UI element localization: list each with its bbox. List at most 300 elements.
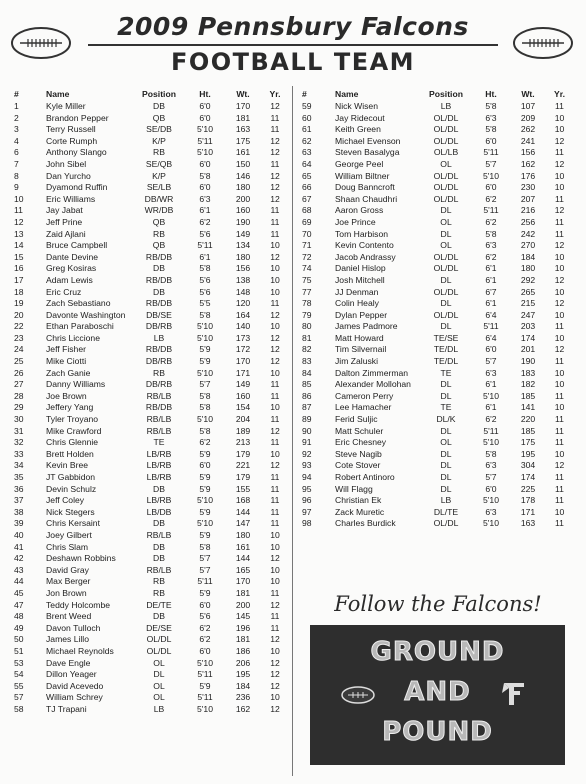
roster-row xyxy=(14,101,290,113)
player-weight: 179 xyxy=(235,448,251,459)
roster-row xyxy=(302,217,574,229)
player-weight: 140 xyxy=(235,321,251,332)
player-position: LB/RB xyxy=(146,495,172,506)
player-number: 77 xyxy=(302,286,312,297)
player-weight: 178 xyxy=(520,495,536,506)
player-height: 6'3 xyxy=(485,367,497,378)
player-number: 81 xyxy=(302,332,312,343)
player-number: 27 xyxy=(14,379,24,390)
player-weight: 183 xyxy=(520,367,536,378)
player-number: 80 xyxy=(302,321,312,332)
player-weight: 181 xyxy=(235,587,251,598)
roster-row xyxy=(14,356,290,368)
header-position: Position xyxy=(429,89,463,99)
player-year: 10 xyxy=(554,506,565,517)
roster-row xyxy=(14,194,290,206)
player-number: 87 xyxy=(302,402,312,413)
player-number: 59 xyxy=(302,101,312,111)
player-year: 10 xyxy=(270,321,280,332)
player-name: Brett Holden xyxy=(46,448,94,459)
roster-row xyxy=(14,704,290,716)
player-name: Davonte Washington xyxy=(46,309,126,320)
player-number: 79 xyxy=(302,309,312,320)
player-position: OL/DL xyxy=(433,170,459,181)
player-height: 5'8 xyxy=(199,390,211,401)
roster-row xyxy=(14,692,290,704)
header-height: Ht. xyxy=(485,89,497,99)
player-weight: 161 xyxy=(235,541,251,552)
player-name: Lee Hamacher xyxy=(335,402,392,413)
player-height: 5'8 xyxy=(199,425,211,436)
player-name: Jeff Coley xyxy=(46,495,85,506)
player-name: Steve Nagib xyxy=(335,448,382,459)
player-weight: 175 xyxy=(520,437,536,448)
player-weight: 160 xyxy=(235,390,251,401)
player-height: 6'0 xyxy=(199,182,211,193)
player-number: 4 xyxy=(14,135,19,146)
roster-row xyxy=(14,460,290,472)
player-position: LB/DB xyxy=(146,506,172,517)
roster-row xyxy=(302,344,574,356)
roster-table-left xyxy=(14,89,290,715)
player-number: 78 xyxy=(302,298,312,309)
player-name: Dalton Zimmerman xyxy=(335,367,409,378)
player-weight: 182 xyxy=(520,379,536,390)
player-weight: 225 xyxy=(520,483,536,494)
player-year: 11 xyxy=(555,356,564,367)
player-position: DL xyxy=(440,483,452,494)
player-year: 11 xyxy=(555,147,564,158)
roster-row xyxy=(14,565,290,577)
player-number: 51 xyxy=(14,645,24,656)
player-position: OL xyxy=(440,240,452,251)
player-weight: 163 xyxy=(520,518,536,529)
player-height: 5'8 xyxy=(199,541,211,552)
player-number: 40 xyxy=(14,529,24,540)
player-weight: 170 xyxy=(235,356,251,367)
player-name: Jay Jabat xyxy=(46,205,83,216)
player-number: 14 xyxy=(14,240,24,251)
player-position: DL xyxy=(440,448,452,459)
player-position: LB/RB xyxy=(146,460,172,471)
player-position: TE xyxy=(153,437,165,448)
player-height: 6'2 xyxy=(199,216,211,227)
player-weight: 236 xyxy=(235,692,251,703)
player-name: Christian Ek xyxy=(335,495,382,506)
player-year: 12 xyxy=(270,657,280,668)
player-position: OL/DL xyxy=(433,518,459,529)
player-number: 7 xyxy=(14,158,19,169)
roster-row xyxy=(14,553,290,565)
player-height: 5'9 xyxy=(199,472,211,482)
roster-row xyxy=(14,171,290,183)
roster-row xyxy=(14,275,290,287)
player-position: DB xyxy=(153,541,165,552)
player-position: DB xyxy=(153,101,165,111)
player-position: WR/DB xyxy=(144,205,174,216)
player-weight: 144 xyxy=(235,553,251,564)
player-number: 72 xyxy=(302,251,312,262)
player-weight: 196 xyxy=(235,622,251,633)
player-number: 20 xyxy=(14,309,24,320)
player-year: 10 xyxy=(270,564,280,575)
player-height: 5'10 xyxy=(197,147,213,158)
player-height: 6'3 xyxy=(199,193,211,204)
player-weight: 120 xyxy=(235,298,251,309)
player-weight: 206 xyxy=(235,657,251,668)
player-year: 12 xyxy=(270,344,280,355)
roster-header xyxy=(14,89,290,101)
player-position: OL/DL xyxy=(433,135,459,146)
player-year: 12 xyxy=(554,205,565,216)
player-year: 10 xyxy=(554,251,565,262)
roster-row xyxy=(14,344,290,356)
player-year: 11 xyxy=(555,193,564,204)
player-position: DB/SE xyxy=(146,309,172,320)
player-height: 5'8 xyxy=(199,263,211,274)
player-weight: 144 xyxy=(235,506,251,517)
player-name: James Lillo xyxy=(46,634,89,645)
player-name: Dylan Pepper xyxy=(335,309,388,320)
player-weight: 180 xyxy=(235,251,251,262)
player-weight: 147 xyxy=(235,518,251,529)
player-height: 5'11 xyxy=(197,135,213,146)
player-number: 83 xyxy=(302,356,312,367)
player-weight: 162 xyxy=(520,158,536,169)
player-number: 2 xyxy=(14,112,19,123)
player-position: K/P xyxy=(152,135,166,146)
player-number: 42 xyxy=(14,553,24,564)
player-weight: 149 xyxy=(235,379,251,390)
player-height: 6'0 xyxy=(485,344,497,355)
player-height: 5'10 xyxy=(197,367,213,378)
player-position: RB xyxy=(153,228,165,239)
roster-row xyxy=(302,333,574,345)
player-weight: 171 xyxy=(520,506,536,517)
player-name: Colin Healy xyxy=(335,298,379,309)
player-number: 95 xyxy=(302,483,312,494)
player-number: 61 xyxy=(302,124,312,135)
player-weight: 200 xyxy=(235,193,251,204)
player-year: 12 xyxy=(554,460,565,471)
player-year: 11 xyxy=(555,216,564,227)
player-name: Mike Crawford xyxy=(46,425,102,436)
player-number: 25 xyxy=(14,356,24,367)
player-position: RB/LB xyxy=(146,529,172,540)
player-year: 10 xyxy=(270,692,280,703)
player-number: 85 xyxy=(302,379,312,390)
player-number: 17 xyxy=(14,274,24,285)
player-year: 12 xyxy=(270,425,280,436)
player-weight: 150 xyxy=(235,158,251,169)
player-position: DL xyxy=(440,472,452,482)
roster-row xyxy=(14,136,290,148)
player-year: 12 xyxy=(270,101,280,111)
player-height: 5'8 xyxy=(485,448,497,459)
player-position: RB/DB xyxy=(145,402,173,413)
player-position: DB/RB xyxy=(145,379,173,390)
player-year: 12 xyxy=(270,599,280,610)
player-height: 6'0 xyxy=(199,101,211,111)
player-name: Max Berger xyxy=(46,576,91,587)
player-name: Anthony Slango xyxy=(46,147,107,158)
player-name: Chris Kersaint xyxy=(46,518,100,529)
player-position: OL xyxy=(153,657,165,668)
player-year: 11 xyxy=(555,483,564,494)
player-name: Jacob Andrassy xyxy=(335,251,396,262)
roster-table-right xyxy=(302,89,574,530)
roster-row xyxy=(302,460,574,472)
roster-row xyxy=(302,275,574,287)
player-height: 5'9 xyxy=(199,344,211,355)
player-name: Dante Devine xyxy=(46,251,99,262)
player-number: 30 xyxy=(14,414,24,425)
player-year: 11 xyxy=(270,506,280,517)
player-year: 11 xyxy=(270,205,280,216)
player-weight: 203 xyxy=(520,321,536,332)
player-number: 66 xyxy=(302,182,312,193)
player-weight: 184 xyxy=(235,680,251,691)
player-number: 19 xyxy=(14,298,24,309)
page-subtitle: FOOTBALL TEAM xyxy=(170,48,416,76)
player-number: 45 xyxy=(14,587,24,598)
player-height: 5'10 xyxy=(483,495,499,506)
player-height: 6'0 xyxy=(199,645,211,656)
player-position: DL/K xyxy=(436,414,456,425)
player-number: 33 xyxy=(14,448,24,459)
player-position: LB xyxy=(153,703,165,714)
player-number: 53 xyxy=(14,657,24,668)
player-weight: 216 xyxy=(520,205,536,216)
player-number: 24 xyxy=(14,344,24,355)
player-year: 12 xyxy=(270,680,280,691)
player-weight: 185 xyxy=(520,390,536,401)
player-position: OL/DL xyxy=(433,182,459,193)
player-height: 6'2 xyxy=(199,622,211,633)
player-position: DL xyxy=(440,390,452,401)
player-year: 11 xyxy=(270,379,280,390)
player-year: 12 xyxy=(554,274,565,285)
player-number: 71 xyxy=(302,240,312,251)
player-number: 28 xyxy=(14,390,24,401)
player-name: Steven Basalyga xyxy=(335,147,400,158)
player-year: 10 xyxy=(554,379,565,390)
player-position: DL xyxy=(440,205,452,216)
roster-row xyxy=(302,518,574,530)
roster-row xyxy=(14,124,290,136)
player-number: 89 xyxy=(302,414,312,425)
player-position: LB/RB xyxy=(146,472,172,482)
player-number: 64 xyxy=(302,158,312,169)
roster-row xyxy=(14,623,290,635)
player-position: DB/RB xyxy=(145,321,173,332)
player-weight: 221 xyxy=(235,460,251,471)
player-height: 6'1 xyxy=(199,251,211,262)
player-year: 10 xyxy=(554,448,565,459)
player-name: Cote Stover xyxy=(335,460,381,471)
roster-row xyxy=(14,414,290,426)
player-height: 5'10 xyxy=(483,518,499,529)
header-weight: Wt. xyxy=(236,89,250,99)
player-weight: 304 xyxy=(520,460,536,471)
ground-and-pound-banner xyxy=(310,625,565,765)
roster-row xyxy=(302,298,574,310)
roster-row xyxy=(302,484,574,496)
roster-row xyxy=(302,147,574,159)
roster-row xyxy=(14,646,290,658)
player-height: 5'11 xyxy=(197,669,213,680)
player-height: 6'0 xyxy=(485,182,497,193)
player-year: 11 xyxy=(270,622,280,633)
player-name: Michael Evenson xyxy=(335,135,401,146)
player-name: Brent Weed xyxy=(46,611,92,622)
player-name: Eric Williams xyxy=(46,193,96,204)
roster-row xyxy=(14,542,290,554)
player-name: Will Flagg xyxy=(335,483,373,494)
header-height: Ht. xyxy=(199,89,211,99)
player-position: LB xyxy=(153,332,165,343)
player-name: Teddy Holcombe xyxy=(46,599,111,610)
roster-row xyxy=(14,368,290,380)
player-position: OL xyxy=(153,692,165,703)
player-name: Kyle Miller xyxy=(46,101,86,111)
player-number: 86 xyxy=(302,390,312,401)
player-weight: 262 xyxy=(520,124,536,135)
player-year: 10 xyxy=(554,124,565,135)
player-height: 5'7 xyxy=(485,158,497,169)
player-year: 12 xyxy=(270,332,280,343)
roster-row xyxy=(302,368,574,380)
player-height: 5'9 xyxy=(199,506,211,517)
roster-row xyxy=(14,321,290,333)
player-height: 5'6 xyxy=(199,228,211,239)
player-year: 10 xyxy=(270,541,280,552)
roster-row xyxy=(302,287,574,299)
player-position: OL/DL xyxy=(433,309,459,320)
player-year: 10 xyxy=(270,263,280,274)
player-name: Ferid Suljic xyxy=(335,414,378,425)
header-name: Name xyxy=(335,89,359,99)
player-position: DL xyxy=(440,274,452,285)
player-height: 5'8 xyxy=(199,309,211,320)
player-position: DL xyxy=(153,669,165,680)
player-number: 12 xyxy=(14,216,24,227)
player-year: 11 xyxy=(270,414,280,425)
player-name: William Biltner xyxy=(335,170,390,181)
player-weight: 138 xyxy=(235,274,251,285)
player-position: DE/SE xyxy=(146,622,172,633)
roster-row xyxy=(14,402,290,414)
player-year: 11 xyxy=(555,495,564,506)
banner-line-2: AND xyxy=(404,677,471,707)
player-number: 70 xyxy=(302,228,312,239)
player-height: 5'11 xyxy=(483,205,499,216)
player-height: 5'8 xyxy=(199,402,211,413)
player-name: Kevin Bree xyxy=(46,460,89,471)
roster-row xyxy=(302,472,574,484)
player-position: DL xyxy=(440,379,452,390)
player-name: Cameron Perry xyxy=(335,390,394,401)
player-year: 12 xyxy=(554,158,565,169)
player-height: 5'10 xyxy=(197,124,213,135)
player-position: OL xyxy=(153,680,165,691)
player-height: 6'4 xyxy=(485,309,497,320)
player-weight: 185 xyxy=(520,425,536,436)
player-year: 12 xyxy=(270,251,280,262)
player-position: OL/LB xyxy=(433,147,459,158)
falcon-logo-icon xyxy=(500,679,528,709)
player-height: 5'8 xyxy=(485,228,497,239)
player-name: Davon Tulloch xyxy=(46,622,101,633)
player-position: OL xyxy=(440,158,452,169)
player-number: 10 xyxy=(14,193,24,204)
player-position: OL/DL xyxy=(433,193,459,204)
roster-row xyxy=(14,333,290,345)
player-number: 69 xyxy=(302,216,312,227)
player-weight: 172 xyxy=(235,344,251,355)
player-height: 6'2 xyxy=(199,634,211,645)
player-name: James Padmore xyxy=(335,321,398,332)
roster-row xyxy=(14,217,290,229)
player-weight: 165 xyxy=(235,564,251,575)
player-year: 10 xyxy=(554,309,565,320)
player-weight: 292 xyxy=(520,274,536,285)
player-weight: 155 xyxy=(235,483,251,494)
player-position: TE/SE xyxy=(433,332,459,343)
player-height: 5'10 xyxy=(197,495,213,506)
player-weight: 180 xyxy=(235,529,251,540)
player-height: 6'3 xyxy=(485,112,497,123)
player-year: 11 xyxy=(270,518,280,529)
roster-row xyxy=(14,449,290,461)
roster-rows-right xyxy=(302,101,574,530)
player-height: 6'3 xyxy=(485,460,497,471)
player-name: David Acevedo xyxy=(46,680,104,691)
player-number: 96 xyxy=(302,495,312,506)
player-weight: 141 xyxy=(520,402,536,413)
player-position: TE xyxy=(440,367,452,378)
roster-row xyxy=(14,379,290,391)
player-position: SE/DB xyxy=(146,124,172,135)
player-weight: 209 xyxy=(520,112,536,123)
player-weight: 146 xyxy=(235,170,251,181)
player-name: David Gray xyxy=(46,564,89,575)
player-number: 98 xyxy=(302,518,312,529)
player-height: 5'10 xyxy=(197,657,213,668)
player-number: 63 xyxy=(302,147,312,158)
player-weight: 175 xyxy=(235,135,251,146)
player-year: 12 xyxy=(554,344,565,355)
player-year: 11 xyxy=(270,216,280,227)
player-name: Brandon Pepper xyxy=(46,112,109,123)
player-weight: 107 xyxy=(520,101,536,111)
roster-row xyxy=(302,310,574,322)
player-height: 5'9 xyxy=(199,483,211,494)
player-name: Chris Slam xyxy=(46,541,89,552)
player-height: 6'0 xyxy=(199,599,211,610)
player-name: Danny Williams xyxy=(46,379,106,390)
player-position: TE/DL xyxy=(433,344,459,355)
player-name: Joe Brown xyxy=(46,390,87,401)
player-year: 10 xyxy=(554,286,565,297)
player-position: DB xyxy=(153,263,165,274)
player-number: 16 xyxy=(14,263,24,274)
roster-row xyxy=(14,484,290,496)
player-name: Bruce Campbell xyxy=(46,240,108,251)
roster-row xyxy=(14,518,290,530)
roster-row xyxy=(14,530,290,542)
roster-row xyxy=(302,321,574,333)
